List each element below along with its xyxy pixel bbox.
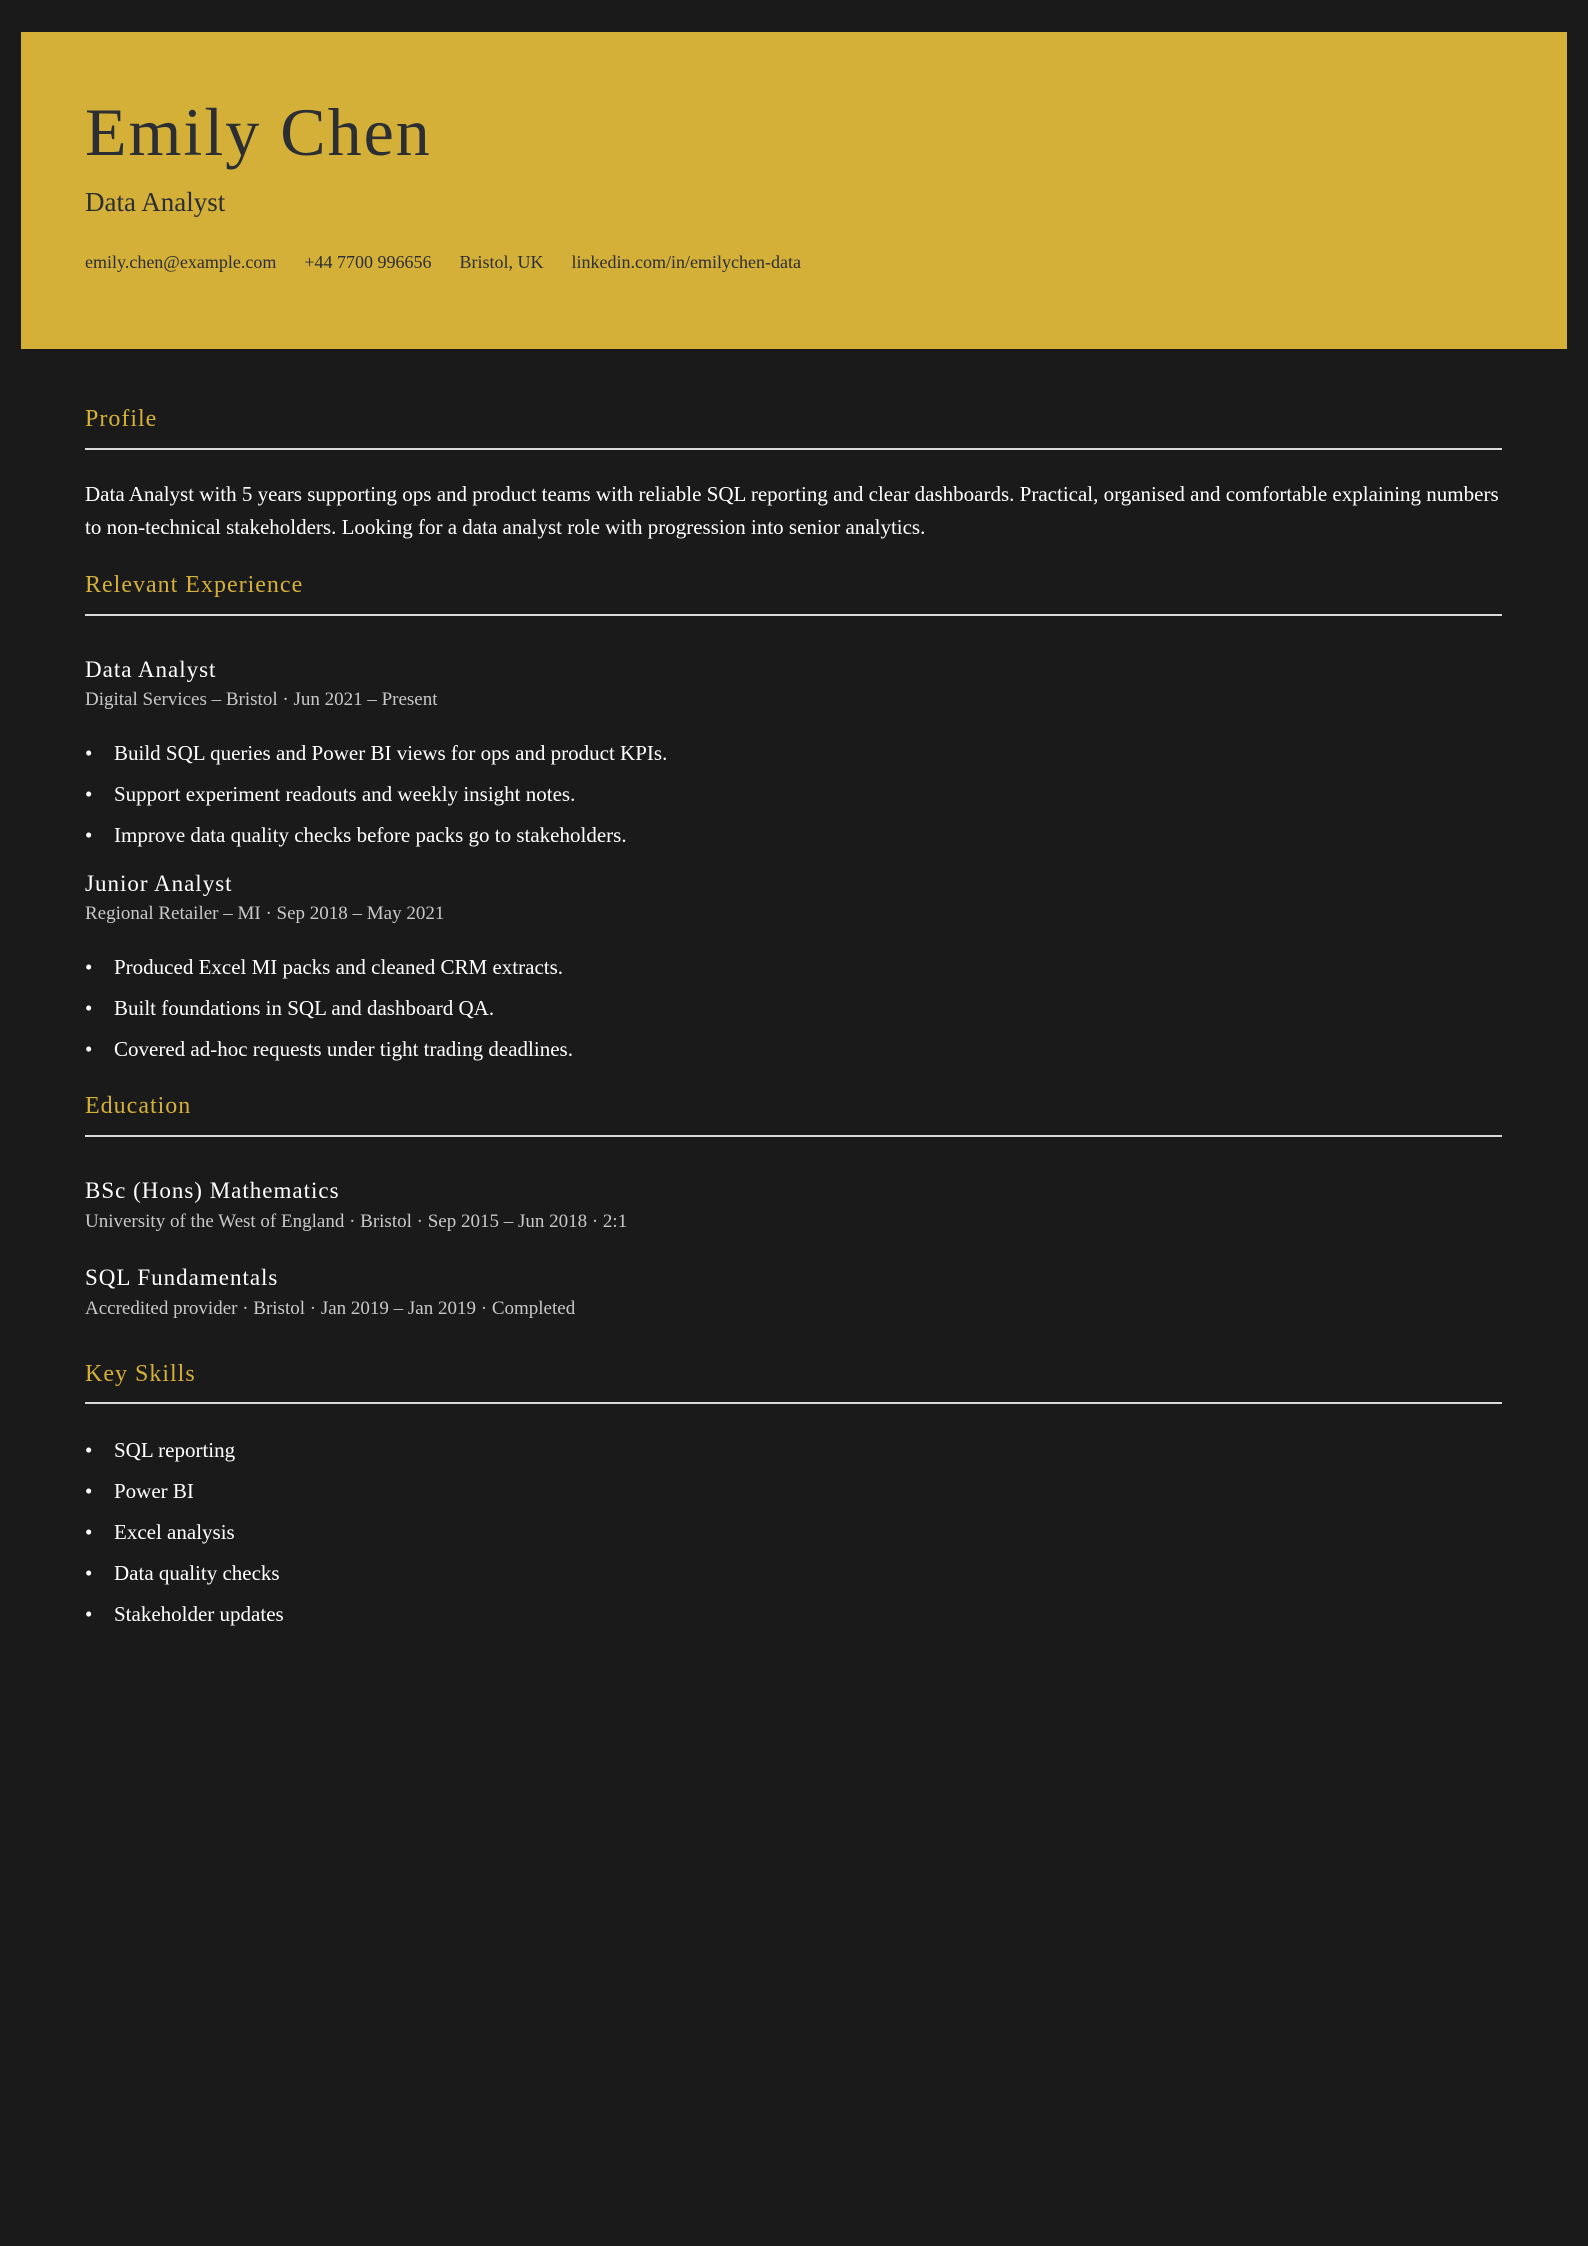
section-divider: [85, 1402, 1502, 1404]
list-item: • Support experiment readouts and weekly insight notes.: [85, 774, 1502, 815]
contact-location: Bristol, UK: [459, 252, 544, 272]
contact-phone: +44 7700 996656: [304, 252, 432, 272]
profile-text: Data Analyst with 5 years supporting ops and product teams with reliable SQL reporting and clear dashboards. Practical, organised and comfortable explaining numbers to non-technical stakeholders. Looking for a data analyst role with progression into senior analytics.: [85, 481, 1499, 539]
section-divider: [85, 1135, 1502, 1137]
list-item: • Produced Excel MI packs and cleaned CRM extracts.: [85, 947, 1502, 988]
section-heading-skills: Key Skills: [85, 1360, 196, 1387]
candidate-name: Emily Chen: [85, 94, 432, 170]
candidate-title: Data Analyst: [85, 187, 226, 217]
contact-list: [85, 252, 801, 273]
section-heading-experience: Relevant Experience: [85, 571, 304, 598]
job-meta: Regional Retailer – MI · Sep 2018 – May 2021: [85, 903, 445, 925]
skills-section: [85, 1360, 1502, 1636]
list-item: • Power BI: [85, 1471, 1502, 1512]
education-meta: Accredited provider · Bristol · Jan 2019 – Jan 2019 · Completed: [85, 1297, 576, 1319]
education-meta: University of the West of England · Bristol · Sep 2015 – Jun 2018 · 2:1: [85, 1210, 628, 1232]
contact-linkedin: linkedin.com/in/emilychen-data: [571, 252, 801, 272]
skills-list: [85, 1430, 1502, 1635]
education-entry: [85, 1177, 1502, 1234]
section-divider: [85, 614, 1502, 616]
list-item: • Data quality checks: [85, 1553, 1502, 1594]
list-item: • Build SQL queries and Power BI views for ops and product KPIs.: [85, 733, 1502, 774]
job-title: Data Analyst: [85, 656, 217, 682]
section-divider: [85, 448, 1502, 450]
list-item: • Built foundations in SQL and dashboard QA.: [85, 988, 1502, 1029]
job-entry: [85, 870, 1502, 1070]
list-item: • Covered ad-hoc requests under tight trading deadlines.: [85, 1029, 1502, 1070]
list-item: • Stakeholder updates: [85, 1594, 1502, 1635]
job-bullets: [85, 947, 1502, 1070]
education-section: [85, 1092, 1502, 1321]
job-title: Junior Analyst: [85, 870, 233, 896]
list-item: • Improve data quality checks before packs go to stakeholders.: [85, 815, 1502, 856]
job-meta: Digital Services – Bristol · Jun 2021 – Present: [85, 689, 438, 711]
education-entry: [85, 1264, 1502, 1321]
job-bullets: [85, 733, 1502, 856]
education-title: SQL Fundamentals: [85, 1265, 279, 1291]
experience-section: [85, 571, 1502, 1070]
education-title: BSc (Hons) Mathematics: [85, 1177, 340, 1203]
section-heading-education: Education: [85, 1093, 192, 1120]
contact-email: emily.chen@example.com: [85, 252, 277, 272]
resume-body: [85, 405, 1502, 1635]
resume-header: [21, 32, 1567, 349]
job-entry: [85, 656, 1502, 856]
list-item: • SQL reporting: [85, 1430, 1502, 1471]
profile-section: [85, 405, 1502, 544]
list-item: • Excel analysis: [85, 1512, 1502, 1553]
section-heading-profile: Profile: [85, 406, 158, 432]
